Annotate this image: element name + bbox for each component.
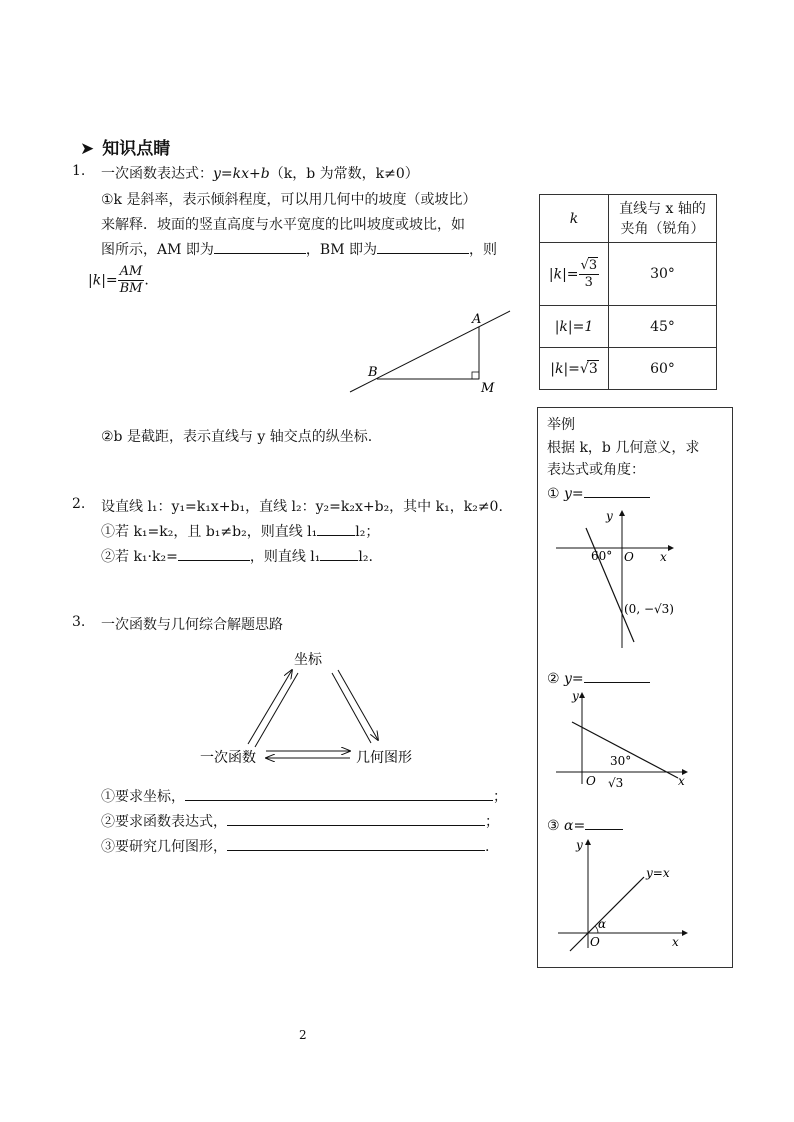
node-coordinate: 坐标 xyxy=(294,652,322,668)
svg-text:x: x xyxy=(678,774,685,788)
example-title: 举例 xyxy=(547,417,575,433)
table-row1-angle: 30° xyxy=(609,243,717,306)
req1-blank[interactable] xyxy=(185,786,493,801)
q1-answer-blank[interactable] xyxy=(584,483,650,498)
am-over-bm-fraction: $\frac{AM}{BM}$ xyxy=(119,264,143,296)
table-header-angle: 直线与 x 轴的夹角（锐角） xyxy=(609,195,717,243)
item3-heading: 一次函数与几何综合解题思路 xyxy=(101,617,283,633)
table-row2-angle: 45° xyxy=(609,306,717,348)
item1-line2: 来解释．坡面的竖直高度与水平宽度的比叫坡度或坡比，如 xyxy=(101,217,465,233)
table-row1-k: |k|= $\frac{√3}{3}$ xyxy=(540,243,609,306)
g2-angle-label: 30° xyxy=(610,754,632,768)
item1-number: 1. xyxy=(72,163,86,179)
node-geometry: 几何图形 xyxy=(356,750,412,766)
intercept-description: ②b 是截距，表示直线与 y 轴交点的纵坐标. xyxy=(101,429,373,445)
slope-formula: |k|= $\frac{AM}{BM}$ . xyxy=(88,264,149,296)
svg-text:y: y xyxy=(606,509,613,523)
svg-text:O: O xyxy=(624,550,634,564)
requirement-2: ②要求函数表达式， ； xyxy=(101,811,499,831)
q3-answer-blank[interactable] xyxy=(585,815,623,830)
section-title: 知识点睛 xyxy=(102,139,171,159)
item3-number: 3. xyxy=(72,614,86,630)
table-row3-k: |k|=√3 xyxy=(540,348,609,390)
parallel-blank[interactable] xyxy=(317,521,355,536)
table-row2-k: |k|=1 xyxy=(540,306,609,348)
example-desc-1: 根据 k，b 几何意义，求 xyxy=(547,440,700,456)
item2-line1: 设直线 l₁：y₁=k₁x+b₁，直线 l₂：y₂=k₂x+b₂，其中 k₁，k₂≠0. xyxy=(101,499,503,515)
bm-blank[interactable] xyxy=(377,239,469,254)
table-header-k: k xyxy=(540,195,609,243)
example-box xyxy=(537,407,733,968)
req3-blank[interactable] xyxy=(227,836,485,851)
svg-text:y: y xyxy=(572,689,579,703)
g3-line-label: y=x xyxy=(646,866,670,880)
relationship-diagram xyxy=(190,644,440,774)
g3-alpha-label: α xyxy=(598,917,607,931)
question-3: ③ α= xyxy=(547,815,623,834)
g1-point-label: (0, −√3) xyxy=(624,602,674,616)
point-b-label: B xyxy=(368,365,378,380)
graph-1 xyxy=(554,508,674,653)
arrow-bullet-icon: ➤ xyxy=(80,139,95,159)
section-heading xyxy=(80,134,170,159)
svg-text:y: y xyxy=(576,838,583,852)
node-linear-function: 一次函数 xyxy=(200,750,256,766)
item2-line3: ②若 k₁·k₂= ，则直线 l₁ l₂. xyxy=(101,546,373,566)
svg-text:O: O xyxy=(590,935,600,949)
item2-line2: ①若 k₁=k₂，且 b₁≠b₂，则直线 l₁ l₂； xyxy=(101,521,379,541)
point-a-label: A xyxy=(472,312,482,327)
question-1: ① y= xyxy=(547,483,650,502)
slope-triangle-diagram xyxy=(340,305,520,400)
item1-line3: 图所示，AM 即为 ，BM 即为 ，则 xyxy=(101,239,497,259)
g1-angle-label: 60° xyxy=(591,549,613,563)
item2-number: 2. xyxy=(72,496,86,512)
perpendicular-blank[interactable] xyxy=(320,546,358,561)
svg-text:x: x xyxy=(672,935,679,949)
req2-blank[interactable] xyxy=(227,811,485,826)
table-row3-angle: 60° xyxy=(609,348,717,390)
svg-text:x: x xyxy=(660,550,667,564)
am-blank[interactable] xyxy=(214,239,306,254)
requirement-3: ③要研究几何图形， . xyxy=(101,836,489,856)
graph-3 xyxy=(554,833,692,953)
requirement-1: ①要求坐标， ； xyxy=(101,786,507,806)
svg-text:O: O xyxy=(586,774,596,788)
example-desc-2: 表达式或角度： xyxy=(547,462,645,478)
product-blank[interactable] xyxy=(178,546,250,561)
graph-2 xyxy=(554,688,692,788)
item1-heading: 一次函数表达式：y=kx+b（k，b 为常数，k≠0） xyxy=(101,166,419,182)
item1-line1: ①k 是斜率，表示倾斜程度，可以用几何中的坡度（或坡比） xyxy=(101,192,477,208)
g2-point-label: √3 xyxy=(608,776,624,788)
q2-answer-blank[interactable] xyxy=(584,668,650,683)
point-m-label: M xyxy=(481,381,495,396)
question-2: ② y= xyxy=(547,668,650,687)
slope-angle-table xyxy=(539,194,717,390)
page-number: 2 xyxy=(299,1028,307,1042)
